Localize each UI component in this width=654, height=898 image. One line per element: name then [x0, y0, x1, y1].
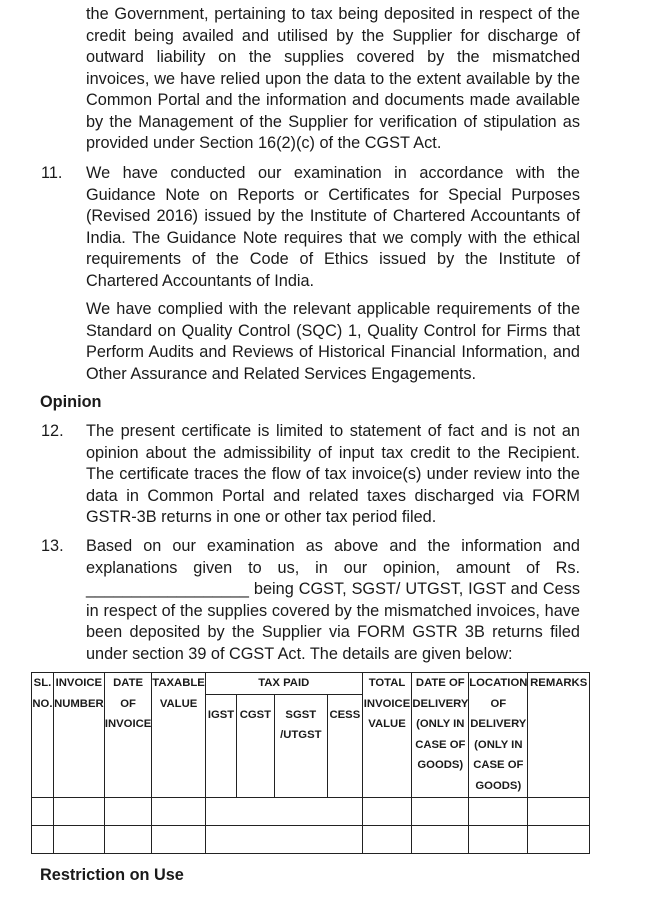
restriction-on-use-heading: Restriction on Use: [40, 866, 184, 884]
header-remarks: REMARKS: [528, 673, 590, 798]
paragraph-number: 11.: [41, 164, 63, 182]
header-date-of-delivery: DATE OF DELIVERY (ONLY IN CASE OF GOODS): [412, 673, 469, 798]
header-cgst: CGST: [237, 694, 274, 797]
paragraph-11-continued: We have complied with the relevant applicable requirements of the Standard on Quality Control (SQC) 1, Quality Control for Firms that Perform Audits and Reviews of Historical Financial Information, and Other Assurance and Related Services Engagements.: [86, 300, 580, 383]
paragraph-10-continued: the Government, pertaining to tax being deposited in respect of the credit being availed and utilised by the Supplier for discharge of outward liability on the supplies covered by the mismatched invoices, we have relied upon the data to the extent available by the Common Portal and the information and documents made available by the Management of the Supplier for verification of stipulation as provided under Section 16(2)(c) of the CGST Act.: [86, 5, 580, 152]
table-row: [32, 825, 590, 853]
header-tax-paid: TAX PAID: [205, 673, 362, 695]
header-total-invoice-value: TOTAL INVOICE VALUE: [362, 673, 412, 798]
header-sl-no: SL. NO.: [32, 673, 54, 798]
tax-details-table: [31, 672, 590, 854]
paragraph-12: The present certificate is limited to statement of fact and is not an opinion about the admissibility of input tax credit to the Recipient. The certificate traces the flow of tax invoice(s) under review into the data in Common Portal and related taxes discharged via FORM GSTR-3B returns in one or other tax period filed.: [86, 422, 580, 526]
opinion-heading: Opinion: [40, 393, 102, 411]
paragraph-number: 12.: [41, 422, 64, 440]
header-igst: IGST: [205, 694, 236, 797]
header-date-of-invoice: DATE OF INVOICE: [104, 673, 151, 798]
header-location-of-delivery: LOCATION OF DELIVERY (ONLY IN CASE OF GOODS): [469, 673, 528, 798]
header-invoice-number: INVOICE NUMBER: [53, 673, 104, 798]
paragraph-number: 13.: [41, 537, 64, 555]
table-row: [32, 797, 590, 825]
header-sgst-utgst: SGST /UTGST: [274, 694, 328, 797]
header-cess: CESS: [328, 694, 363, 797]
table-header-row: [32, 673, 590, 695]
header-taxable-value: TAXABLE VALUE: [152, 673, 206, 798]
paragraph-13: Based on our examination as above and the information and explanations given to us, in our opinion, amount of Rs. __________________ being CGST, SGST/ UTGST, IGST and Cess in respect of the supplies covered by the mismatched invoices, have been deposited by the Supplier via FORM GSTR 3B returns filed under section 39 of CGST Act. The details are given below:: [86, 537, 580, 663]
paragraph-11: We have conducted our examination in accordance with the Guidance Note on Reports or Certificates for Special Purposes (Revised 2016) issued by the Institute of Chartered Accountants of India. The Guidance Note requires that we comply with the ethical requirements of the Code of Ethics issued by the Institute of Chartered Accountants of India.: [86, 164, 580, 290]
